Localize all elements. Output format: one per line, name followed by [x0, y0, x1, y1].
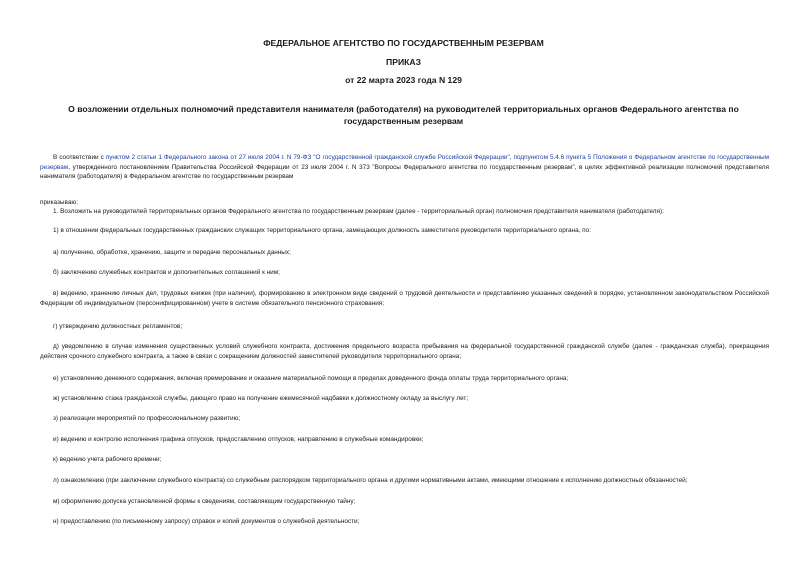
list-item: н) предоставлению (по письменному запросу) справок и копий документов о служебной деятельности;: [53, 518, 360, 525]
list-item: и) ведению и контролю исполнения графика отпусков, предоставлению отпусков, направлению в служебные командировки;: [53, 436, 424, 443]
list-item: а) получению, обработке, хранению, защите и передаче персональных данных;: [53, 249, 291, 256]
preamble-text-3: , утвержденного постановлением Правительства Российской Федерации от 23 июля 2004 г. N 373 "Вопросы Федерального агентства по государственным резервам": [68, 163, 575, 171]
list-item: д) уведомлению в случае изменения существенных условий служебного контракта, достижения предельного возраста пребывания на федеральной государственной гражданской службе (далее - гражданская служба), прекращения действия срочного служебного контракта, а также в связи с сокращением должностей заместителей руководителя территориального органа;: [40, 343, 769, 360]
document-type: ПРИКАЗ: [386, 57, 421, 67]
preamble-text-4: , в целях эффективной реализации полномочий представителя нанимателя (работодателя) в Федеральном агентстве по государственным резервам: [40, 163, 769, 180]
preamble-text-2: ,: [509, 154, 514, 161]
preamble-text-1: В соответствии с: [53, 154, 106, 161]
list-item: в) ведению, хранению личных дел, трудовых книжек (при наличии), формированию в электронном виде сведений о трудовой деятельности и представлению указанных сведений в порядке, установленном законодательством Российской Федерации об индивидуальном (персонифицированном) учете в системе обязательного пенсионного страхования;: [40, 290, 769, 307]
document-date-number: от 22 марта 2023 года N 129: [345, 75, 462, 85]
list-item: л) ознакомлению (при заключении служебного контракта) со служебным распорядком территориального органа и другими нормативными актами, имеющими отношение к исполнению должностных обязанностей;: [53, 477, 688, 484]
order-word: приказываю:: [40, 199, 78, 206]
list-item: ж) установлению стажа гражданской службы, дающего право на получение ежемесячной надбавки к должностному окладу за выслугу лет;: [53, 395, 469, 402]
agency-regulation-link[interactable]: подпунктом 5.4.6 пункта 5 Положения о Федеральном агентстве по государственным резервам: [40, 154, 769, 171]
preamble: [40, 153, 769, 182]
document-title: О возложении отдельных полномочий представителя нанимателя (работодателя) на руководителей территориальных органов Федерального агентства по государственным резервам: [68, 104, 739, 126]
list-item: 1. Возложить на руководителей территориальных органов Федерального агентства по государственным резервам (далее - территориальный орган) полномочия представителя нанимателя (работодателя):: [53, 208, 664, 215]
list-item: к) ведению учета рабочего времени;: [53, 456, 162, 463]
list-item: 1) в отношении федеральных государственных гражданских служащих территориального органа, замещающих должность заместителя руководителя территориального органа, по:: [53, 227, 591, 234]
list-item: е) установлению денежного содержания, включая премирование и оказание материальной помощи в пределах доведенного фонда оплаты труда территориального органа;: [53, 375, 569, 382]
list-item: г) утверждению должностных регламентов;: [53, 323, 183, 330]
federal-law-link[interactable]: пунктом 2 статьи 1 Федерального закона от 27 июля 2004 г. N 79-ФЗ "О государственной гражданской службе Российской Федерации": [105, 154, 510, 161]
list-item: з) реализации мероприятий по профессиональному развитию;: [53, 415, 241, 422]
list-item: б) заключению служебных контрактов и дополнительных соглашений к ним;: [53, 269, 280, 276]
list-item: м) оформлению допуска установленной формы к сведениям, составляющим государственную тайну;: [53, 498, 356, 505]
agency-name: ФЕДЕРАЛЬНОЕ АГЕНТСТВО ПО ГОСУДАРСТВЕННЫМ РЕЗЕРВАМ: [263, 38, 544, 48]
